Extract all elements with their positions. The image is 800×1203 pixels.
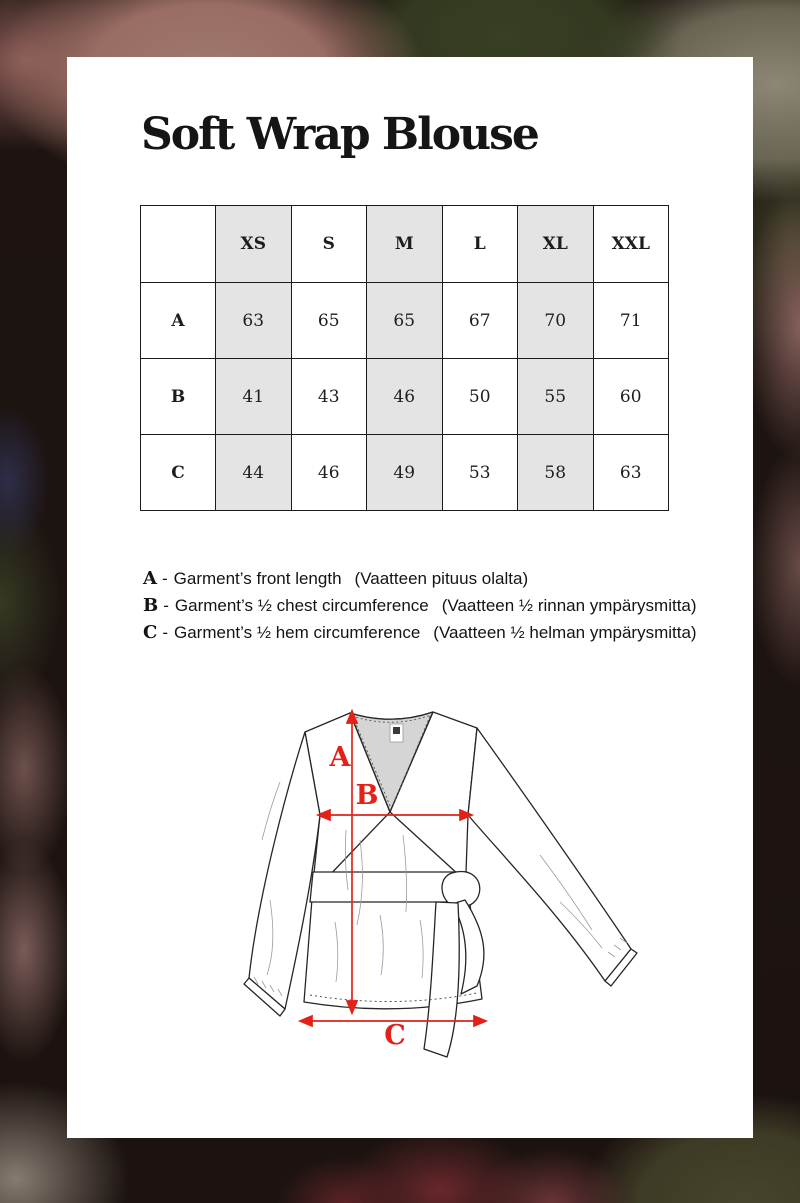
legend-separator: -	[163, 596, 169, 615]
legend-key: B	[143, 595, 159, 616]
size-cell: 46	[291, 435, 367, 511]
label-b: B	[355, 780, 379, 811]
legend-text-en: Garment’s ½ chest circumference	[174, 596, 429, 615]
size-cell: 67	[442, 283, 518, 359]
size-cell: 60	[593, 359, 669, 435]
legend-line-c	[143, 619, 697, 646]
col-header-s: S	[291, 206, 367, 283]
table-row-b	[141, 359, 669, 435]
size-cell: 55	[518, 359, 594, 435]
label-c: C	[384, 1020, 406, 1051]
legend-separator: -	[161, 569, 168, 588]
legend-text-en: Garment’s front length	[173, 569, 342, 588]
garment-outline	[244, 712, 637, 1057]
legend-text-fi: (Vaatteen ½ rinnan ympärysmitta)	[441, 596, 697, 615]
size-cell: 50	[442, 359, 518, 435]
size-cell: 70	[518, 283, 594, 359]
col-header-m: M	[367, 206, 443, 283]
size-cell: 41	[216, 359, 292, 435]
measurement-legend	[143, 565, 697, 646]
size-cell: 49	[367, 435, 443, 511]
size-cell: 71	[593, 283, 669, 359]
col-header-l: L	[442, 206, 518, 283]
size-cell: 58	[518, 435, 594, 511]
page-title: Soft Wrap Blouse	[141, 109, 538, 160]
size-cell: 46	[367, 359, 443, 435]
wrap-blouse-sketch	[240, 690, 640, 1070]
size-cell: 53	[442, 435, 518, 511]
table-row-c	[141, 435, 669, 511]
corner-cell	[141, 206, 216, 283]
legend-separator: -	[162, 623, 168, 642]
size-cell: 65	[367, 283, 443, 359]
legend-key: A	[143, 568, 157, 589]
size-cell: 63	[593, 435, 669, 511]
row-label-b: B	[141, 359, 216, 435]
row-label-a: A	[141, 283, 216, 359]
neck-label-tag	[390, 724, 403, 742]
size-cell: 63	[216, 283, 292, 359]
label-a: A	[329, 742, 351, 773]
blouse-technical-drawing	[240, 690, 640, 1070]
size-table-header-row	[141, 206, 669, 283]
size-cell: 43	[291, 359, 367, 435]
size-table	[140, 205, 669, 511]
col-header-xxl: XXL	[593, 206, 669, 283]
legend-text-en: Garment’s ½ hem circumference	[174, 623, 421, 642]
col-header-xl: XL	[518, 206, 594, 283]
legend-line-b	[143, 592, 697, 619]
legend-text-fi: (Vaatteen ½ helman ympärysmitta)	[433, 623, 697, 642]
legend-text-fi: (Vaatteen pituus olalta)	[354, 569, 529, 588]
size-cell: 44	[216, 435, 292, 511]
size-chart-card	[67, 57, 753, 1138]
table-row-a	[141, 283, 669, 359]
col-header-xs: XS	[216, 206, 292, 283]
size-cell: 65	[291, 283, 367, 359]
legend-key: C	[143, 622, 158, 643]
row-label-c: C	[141, 435, 216, 511]
legend-line-a	[143, 565, 697, 592]
